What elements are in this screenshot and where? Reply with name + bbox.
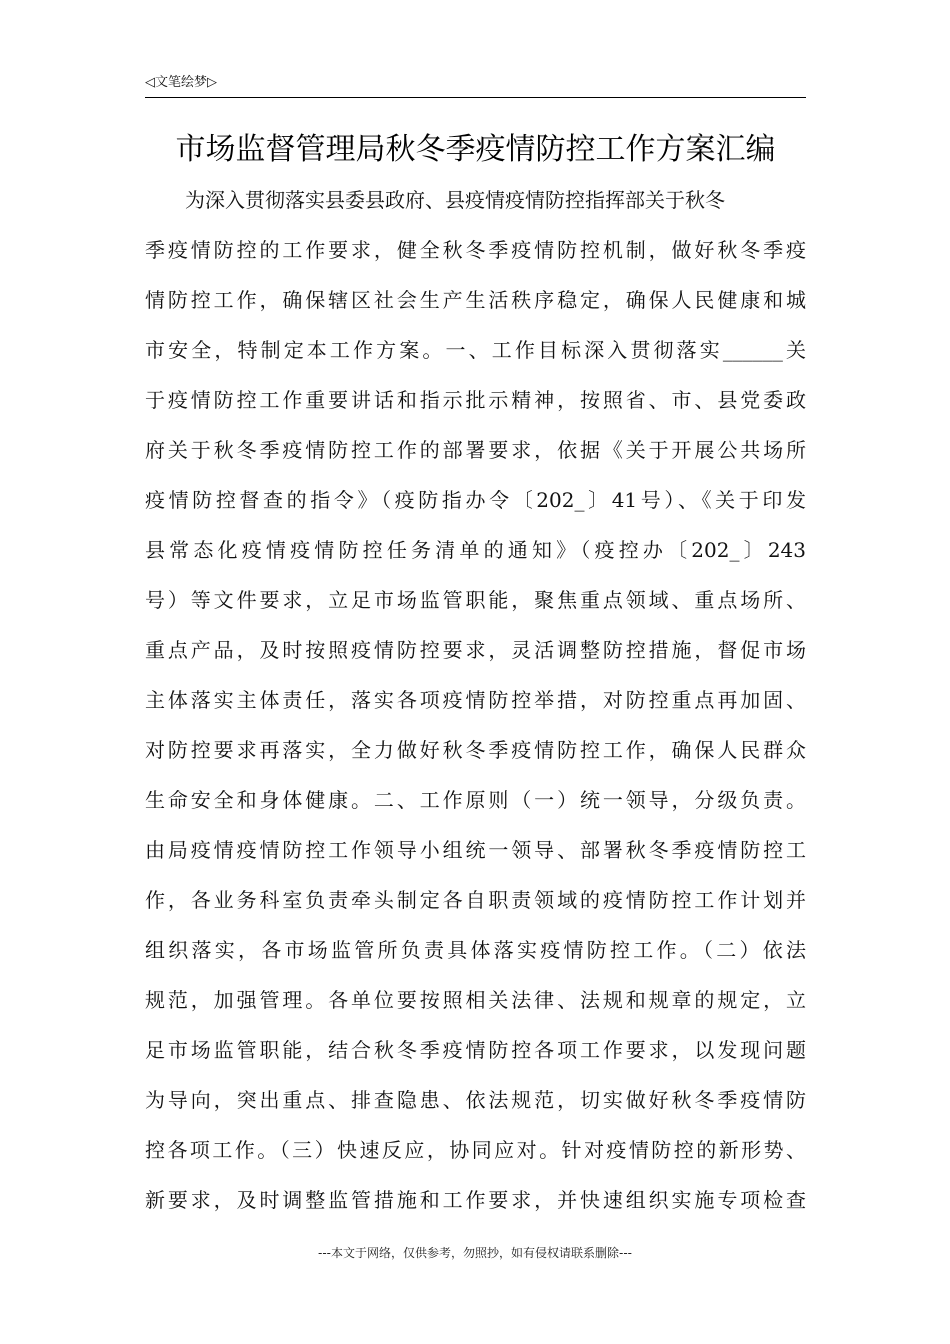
page-header-label: ◁文笔绘梦▷	[145, 75, 217, 90]
body-line: 县常态化疫情疫情防控任务清单的通知》（疫控办〔202_〕243	[145, 538, 806, 562]
body-line: 生命安全和身体健康。二、工作原则（一）统一领导，分级负责。	[145, 788, 806, 812]
body-line: 主体落实主体责任，落实各项疫情防控举措，对防控重点再加固、	[145, 688, 806, 712]
body-line: 控各项工作。（三）快速反应，协同应对。针对疫情防控的新形势、	[145, 1138, 806, 1162]
body-line: 疫情防控督查的指令》（疫防指办令〔202_〕41号）、《关于印发	[145, 488, 806, 512]
body-line: 情防控工作，确保辖区社会生产生活秩序稳定，确保人民健康和城	[145, 288, 806, 312]
body-line: 对防控要求再落实，全力做好秋冬季疫情防控工作，确保人民群众	[145, 738, 806, 762]
header-rule	[145, 97, 806, 98]
body-line: 规范，加强管理。各单位要按照相关法律、法规和规章的规定，立	[145, 988, 806, 1012]
body-line: 号）等文件要求，立足市场监管职能，聚焦重点领域、重点场所、	[145, 588, 806, 612]
body-line: 新要求，及时调整监管措施和工作要求，并快速组织实施专项检查	[145, 1188, 806, 1212]
body-line: 重点产品，及时按照疫情防控要求，灵活调整防控措施，督促市场	[145, 638, 806, 662]
body-line: 作，各业务科室负责牵头制定各自职责领域的疫情防控工作计划并	[145, 888, 806, 912]
body-line: 市安全，特制定本工作方案。一、工作目标深入贯彻落实______关	[145, 338, 806, 362]
body-line: 组织落实，各市场监管所负责具体落实疫情防控工作。（二）依法	[145, 938, 806, 962]
body-line: 足市场监管职能，结合秋冬季疫情防控各项工作要求，以发现问题	[145, 1038, 806, 1062]
body-line: 季疫情防控的工作要求，健全秋冬季疫情防控机制，做好秋冬季疫	[145, 238, 806, 262]
document-title: 市场监督管理局秋冬季疫情防控工作方案汇编	[175, 132, 776, 167]
body-line: 为深入贯彻落实县委县政府、县疫情疫情防控指挥部关于秋冬	[185, 188, 725, 212]
body-line: 府关于秋冬季疫情防控工作的部署要求，依据《关于开展公共场所	[145, 438, 806, 462]
body-line: 由局疫情疫情防控工作领导小组统一领导、部署秋冬季疫情防控工	[145, 838, 806, 862]
footer-disclaimer: ---本文于网络，仅供参考，勿照抄，如有侵权请联系删除---	[318, 1246, 632, 1260]
body-line: 于疫情防控工作重要讲话和指示批示精神，按照省、市、县党委政	[145, 388, 806, 412]
body-line: 为导向，突出重点、排查隐患、依法规范，切实做好秋冬季疫情防	[145, 1088, 806, 1112]
